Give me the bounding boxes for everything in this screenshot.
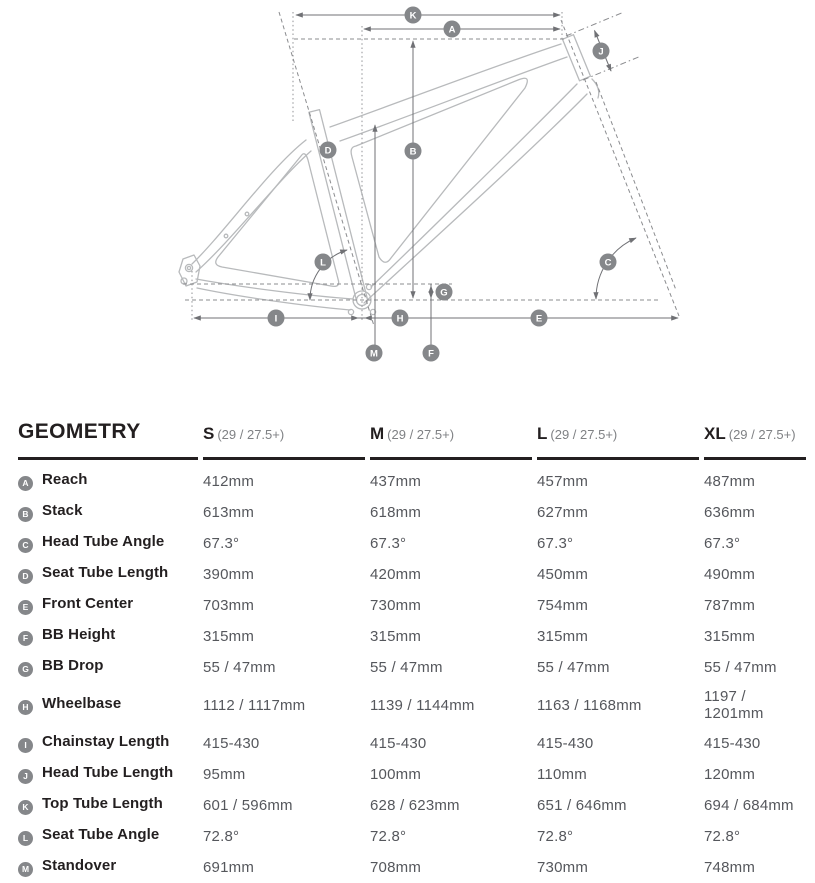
head-bottom-extension [583,56,641,80]
row-label: Head Tube Angle [42,533,165,550]
column-header-xl [704,412,806,460]
row-label: Chainstay Length [42,733,170,750]
geometry-value-s: 95mm [203,765,246,783]
table-row-head-tube-length [18,759,806,790]
dimension-badge-J [593,43,610,60]
badge-letter: A [448,24,456,36]
dimension-badge-F [423,345,440,362]
geometry-value-l: 627mm [537,503,589,521]
geometry-value-xl: 315mm [704,627,756,645]
geometry-value-l: 315mm [537,627,589,645]
geometry-value-xl: 787mm [704,596,756,614]
geometry-value-s: 601 / 596mm [203,796,293,814]
badge-letter: H [396,313,404,325]
geometry-value-xl: 487mm [704,472,756,490]
table-row-head-tube-angle [18,528,806,559]
dimension-badges [268,7,617,362]
column-wheel-spec: (29 / 27.5+) [728,427,796,442]
geometry-value-m: 437mm [370,472,422,490]
dimension-badge-B [405,143,422,160]
badge-letter: F [428,348,434,360]
row-label-cell [18,728,198,759]
column-header-m [370,412,532,460]
dimension-badge-I [268,310,285,327]
row-label-cell [18,528,198,559]
row-badge: F [18,631,33,646]
fork-crown [592,79,599,98]
geometry-value-s: 415-430 [203,734,260,752]
geometry-value-s: 412mm [203,472,255,490]
geometry-value-xl: 72.8° [704,827,741,845]
row-badge: L [18,831,33,846]
row-label: Front Center [42,595,134,612]
column-header-l [537,412,699,460]
stay-mount-bolt [224,234,228,238]
badge-letter: C [604,257,612,269]
table-row-stack [18,497,806,528]
row-label-cell [18,790,198,821]
geometry-value-s: 691mm [203,858,255,876]
row-label-cell [18,683,198,728]
stay-mount-bolt [245,212,249,216]
column-size-label: XL [704,424,726,443]
table-row-bb-drop [18,652,806,683]
row-label: Seat Tube Length [42,564,169,581]
geometry-value-s: 613mm [203,503,255,521]
row-label: Reach [42,471,88,488]
table-header-row [18,412,806,460]
badge-letter: L [320,257,326,269]
geometry-value-m: 1139 / 1144mm [370,696,475,714]
geometry-value-xl: 636mm [704,503,756,521]
row-label: Head Tube Length [42,764,174,781]
down-tube-lower-edge [364,94,587,303]
geometry-table-grid [13,412,811,883]
geometry-value-m: 628 / 623mm [370,796,460,814]
seat-stay-lower [196,151,311,272]
geometry-value-l: 415-430 [537,734,594,752]
row-label: BB Height [42,626,116,643]
geometry-value-m: 315mm [370,627,422,645]
seat-stay-upper [192,140,306,264]
row-badge: B [18,507,33,522]
column-header-s [203,412,365,460]
geometry-table [13,412,813,883]
geometry-value-l: 1163 / 1168mm [537,696,642,714]
row-label-cell [18,759,198,790]
frame-geometry-diagram [0,0,815,405]
badge-letter: K [409,10,417,22]
column-size-label: L [537,424,548,443]
dimension-badge-G [436,284,453,301]
row-badge: A [18,476,33,491]
steering-axis [561,20,679,316]
row-label-cell [18,590,198,621]
row-label: Standover [42,857,117,874]
row-label: Top Tube Length [42,795,163,812]
geometry-value-m: 72.8° [370,827,407,845]
row-label-cell [18,559,198,590]
geometry-value-xl: 694 / 684mm [704,796,794,814]
row-badge: J [18,769,33,784]
geometry-value-s: 72.8° [203,827,240,845]
dim-C-head-angle-arc [596,238,636,299]
table-title: GEOMETRY [18,412,198,460]
table-row-wheelbase [18,683,806,728]
table-row-standover [18,852,806,883]
row-label-cell [18,852,198,883]
geometry-value-l: 450mm [537,565,589,583]
row-badge: H [18,700,33,715]
down-tube-upper-edge [371,84,577,287]
geometry-value-s: 67.3° [203,534,240,552]
geometry-value-m: 420mm [370,565,422,583]
table-row-reach [18,460,806,497]
geometry-value-s: 55 / 47mm [203,658,276,676]
dimension-badge-H [392,310,409,327]
row-label: BB Drop [42,657,104,674]
geometry-value-l: 72.8° [537,827,574,845]
column-wheel-spec: (29 / 27.5+) [550,427,618,442]
row-label-cell [18,497,198,528]
geometry-value-xl: 67.3° [704,534,741,552]
geometry-value-s: 1112 / 1117mm [203,696,306,714]
row-badge: D [18,569,33,584]
table-row-seat-tube-length [18,559,806,590]
geometry-value-s: 315mm [203,627,255,645]
dimension-badge-L [315,254,332,271]
table-row-chainstay-length [18,728,806,759]
badge-letter: I [274,313,278,325]
geometry-value-s: 703mm [203,596,255,614]
geometry-value-m: 618mm [370,503,422,521]
badge-letter: E [535,313,543,325]
dimension-badge-C [600,254,617,271]
geometry-value-l: 754mm [537,596,589,614]
column-wheel-spec: (29 / 27.5+) [217,427,285,442]
geometry-value-xl: 490mm [704,565,756,583]
geometry-value-xl: 415-430 [704,734,761,752]
dimension-badge-M [366,345,383,362]
row-badge: K [18,800,33,815]
chain-stay-upper [196,279,353,299]
dimension-lines [183,12,679,346]
dimension-badge-D [320,142,337,159]
geometry-value-m: 415-430 [370,734,427,752]
badge-letter: J [598,46,604,58]
table-row-front-center [18,590,806,621]
bb-bolt [348,309,353,314]
geometry-value-l: 110mm [537,765,587,783]
geometry-value-m: 100mm [370,765,422,783]
table-row-seat-tube-angle [18,821,806,852]
row-badge: G [18,662,33,677]
badge-letter: B [409,146,417,158]
geometry-value-l: 730mm [537,858,589,876]
bike-frame-outline [179,35,599,315]
geometry-value-s: 390mm [203,565,255,583]
row-badge: M [18,862,33,877]
row-label-cell [18,460,198,497]
row-badge: C [18,538,33,553]
badge-letter: G [440,287,448,299]
geometry-value-m: 67.3° [370,534,407,552]
row-label-cell [18,621,198,652]
geometry-value-l: 457mm [537,472,589,490]
rear-axle-center [187,266,190,269]
geometry-value-xl: 1197 / 1201mm [704,688,764,722]
geometry-value-xl: 748mm [704,858,756,876]
row-label-cell [18,652,198,683]
dimension-badge-K [405,7,422,24]
geometry-value-m: 708mm [370,858,422,876]
geometry-value-l: 651 / 646mm [537,796,627,814]
row-label: Seat Tube Angle [42,826,160,843]
row-label-cell [18,821,198,852]
row-badge: E [18,600,33,615]
dimension-badge-A [444,21,461,38]
row-label: Wheelbase [42,695,122,712]
table-row-bb-height [18,621,806,652]
table-row-top-tube-length [18,790,806,821]
rear-axle [185,264,192,271]
geometry-value-m: 55 / 47mm [370,658,443,676]
badge-letter: M [370,348,378,360]
badge-letter: D [324,145,332,157]
column-size-label: S [203,424,215,443]
row-label: Stack [42,502,83,519]
row-badge: I [18,738,33,753]
dimension-badge-E [531,310,548,327]
geometry-value-xl: 120mm [704,765,756,783]
column-size-label: M [370,424,385,443]
geometry-value-l: 67.3° [537,534,574,552]
column-wheel-spec: (29 / 27.5+) [387,427,455,442]
geometry-value-l: 55 / 47mm [537,658,610,676]
geometry-value-m: 730mm [370,596,422,614]
geometry-value-xl: 55 / 47mm [704,658,777,676]
